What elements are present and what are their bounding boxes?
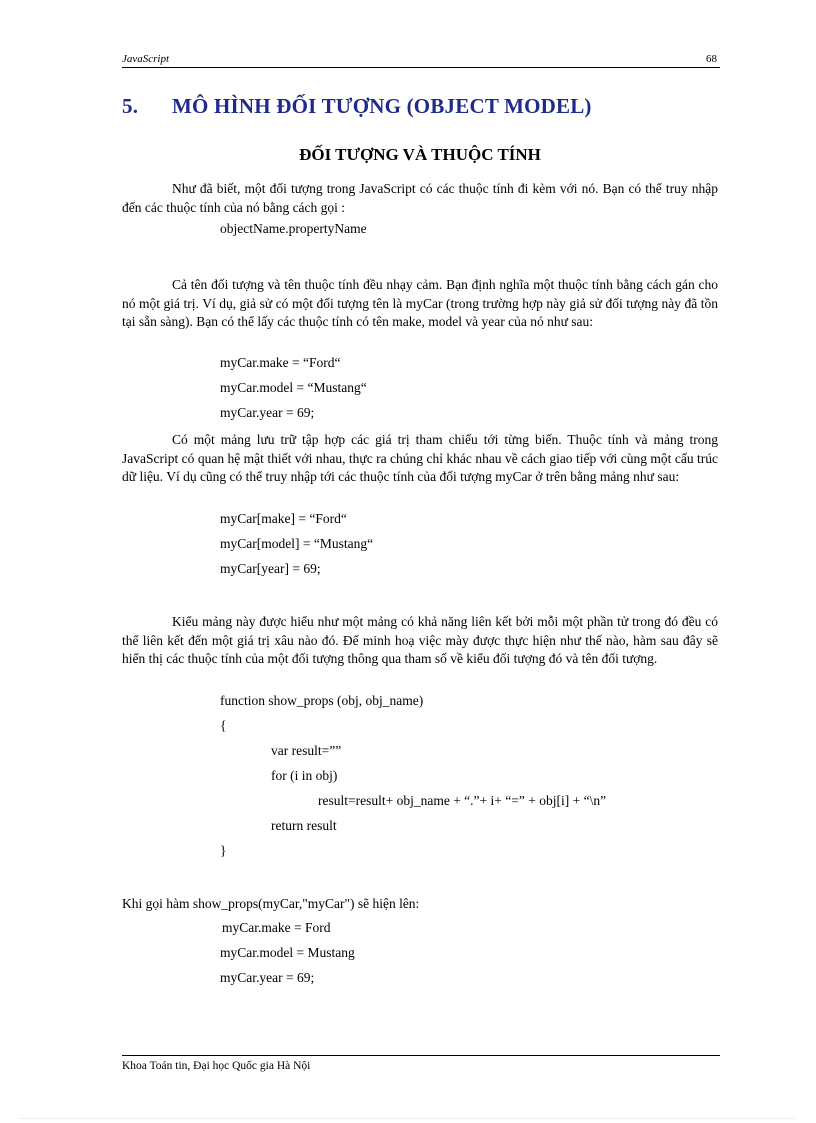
paragraph-5: Khi gọi hàm show_props(myCar,"myCar") sẽ hiện lên: [122, 896, 420, 911]
code-line: myCar[make] = “Ford“ [220, 511, 347, 526]
code-line: var result=”” [271, 743, 345, 758]
page-header [122, 52, 720, 68]
section-heading [122, 94, 592, 119]
code-line: } [220, 843, 227, 858]
code-line: myCar.model = “Mustang“ [220, 380, 367, 395]
paragraph-2: Cả tên đối tượng và tên thuộc tính đều nhạy cảm. Bạn định nghĩa một thuộc tính bằng cách gán cho nó một giá trị. Ví dụ, giả sử có một đối tượng tên là myCar (trong trường hợp này giả sử đối tượng này đã tồn tại sẵn sàng). Bạn có thể lấy các thuộc tính có tên make, model và year của nó như sau: [122, 277, 718, 329]
code-line: myCar[year] = 69; [220, 561, 321, 576]
code-line: myCar.model = Mustang [220, 945, 355, 960]
section-title: MÔ HÌNH ĐỐI TƯỢNG (OBJECT MODEL) [172, 94, 592, 118]
code-line: myCar[model] = “Mustang“ [220, 536, 374, 551]
code-line: myCar.year = 69; [220, 405, 315, 420]
code-line: objectName.propertyName [220, 221, 367, 236]
subheading: ĐỐI TƯỢNG VÀ THUỘC TÍNH [299, 145, 541, 164]
code-line: myCar.year = 69; [220, 970, 315, 985]
code-line: myCar.make = Ford [222, 920, 331, 935]
header-title: JavaScript [122, 53, 170, 65]
code-line: result=result+ obj_name + “.”+ i+ “=” + obj[i] + “\n” [318, 793, 607, 808]
paragraph-4: Kiểu mảng này được hiểu như một mảng có khả năng liên kết bởi mỗi một phần tử trong đó đều có thể liên kết đến một giá trị xâu nào đó. Để minh hoạ việc mày được thực hiện như thế nào, hàm sau đây sẽ hiển thị các thuộc tính của một đối tượng thông qua tham số về kiểu đối tượng đó và tên đối tượng. [122, 614, 718, 666]
paragraph-1: Như đã biết, một đối tượng trong JavaScript có các thuộc tính đi kèm với nó. Bạn có thể truy nhập đến các thuộc tính của nó bằng cách gọi : [122, 181, 718, 215]
code-line: function show_props (obj, obj_name) [220, 693, 424, 708]
code-line: { [220, 718, 227, 733]
paragraph-3: Có một mảng lưu trữ tập hợp các giá trị tham chiếu tới từng biến. Thuộc tính và mảng trong JavaScript có quan hệ mật thiết với nhau, thực ra chúng chỉ khác nhau về cách giao tiếp với cùng một cấu trúc dữ liệu. Ví dụ cũng có thể truy nhập tới các thuộc tính của đối tượng myCar ở trên bằng mảng như sau: [122, 432, 718, 484]
page-number: 68 [706, 53, 717, 65]
code-line: for (i in obj) [271, 768, 338, 783]
section-number: 5. [122, 94, 139, 118]
page-edge-divider [20, 1118, 796, 1119]
code-line: return result [271, 818, 337, 833]
page-footer: Khoa Toán tin, Đại học Quốc gia Hà Nội [122, 1055, 720, 1072]
code-line: myCar.make = “Ford“ [220, 355, 341, 370]
